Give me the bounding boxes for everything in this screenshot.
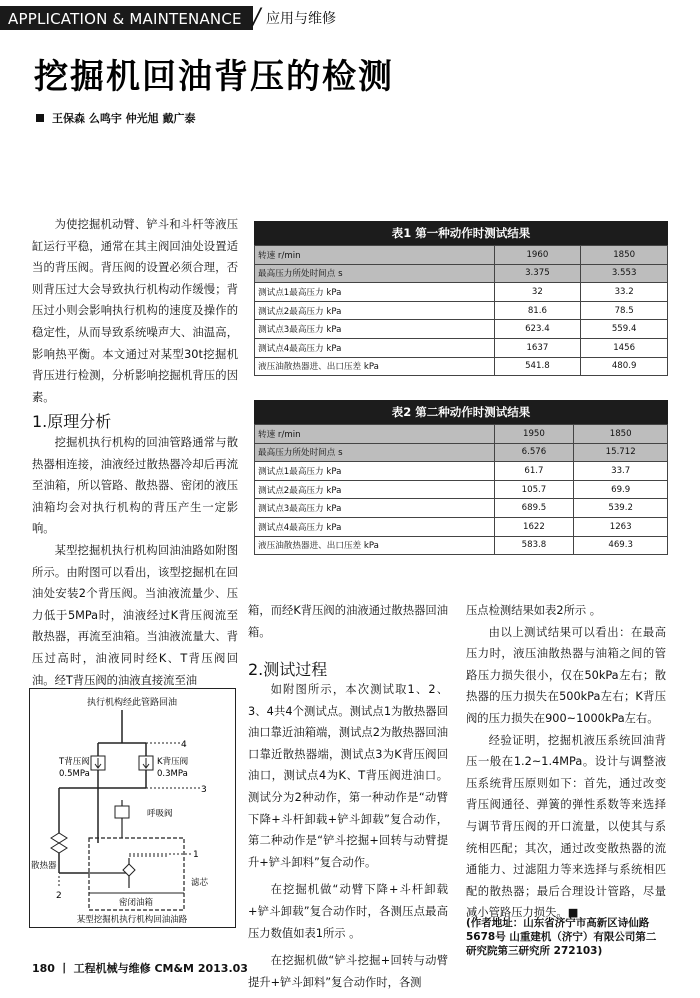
- table-row: [255, 338, 668, 357]
- table-row: [255, 499, 668, 518]
- intro-paragraph: [32, 214, 238, 408]
- table-row: [255, 443, 668, 462]
- t-valve-pressure: 0.5MPa: [59, 769, 90, 779]
- row-value-1: 6.576: [494, 443, 574, 462]
- row-value-1: 689.5: [494, 499, 574, 518]
- row-value-2: 69.9: [574, 480, 668, 499]
- radiator-label: 散热器: [31, 861, 57, 871]
- table-row: [255, 357, 668, 376]
- row-value-2: 469.3: [574, 536, 668, 555]
- row-label: 测试点1最高压力 kPa: [255, 462, 495, 481]
- row-value-2: 559.4: [581, 320, 668, 339]
- diagram-top-label: 执行机构经此管路回油: [86, 698, 178, 708]
- row-label: 测试点2最高压力 kPa: [255, 301, 495, 320]
- bullet-square-icon: [36, 114, 44, 122]
- authors: [36, 112, 196, 126]
- row-value-2: 33.7: [574, 462, 668, 481]
- row-value-1: 541.8: [494, 357, 581, 376]
- row-label: 测试点2最高压力 kPa: [255, 480, 495, 499]
- row-value-1: 105.7: [494, 480, 574, 499]
- article-title: 挖掘机回油背压的检测: [34, 57, 394, 97]
- results-p1: 由以上测试结果可以看出：在最高压力时，液压油散热器与油箱之间的管路压力损失很小，仅在50kPa左右；散热器的压力损失在500kPa左右；K背压阀的压力损失在900~1000kPa左右。: [466, 625, 666, 725]
- table2-title: 表2 第二种动作时测试结果: [254, 400, 668, 424]
- table1-title: 表1 第一种动作时测试结果: [254, 221, 668, 245]
- row-label: 液压油散热器进、出口压差 kPa: [255, 536, 495, 555]
- section1-p2: 某型挖掘机执行机构回油油路如附图所示。由附图可以看出，该型挖掘机在回油处安装2个背压阀。当油液流量少、压力低于5MPa时，油液经过K背压阀流至散热器，再流至油箱。当油液流量大、背压过高时，油液同时经K、T背压阀回油。经T背压阀的油液直接流至油: [32, 543, 238, 687]
- section2-p3-continued: 压点检测结果如表2所示 。: [466, 604, 602, 617]
- filter-label: 滤芯: [191, 878, 209, 888]
- k-valve-label: K背压阀: [157, 757, 189, 767]
- table-row: [255, 320, 668, 339]
- test-point-3: 3: [201, 785, 207, 795]
- row-label: 转速 r/min: [255, 425, 495, 444]
- row-value-2: 1456: [581, 338, 668, 357]
- test-point-4: 4: [181, 740, 187, 750]
- table-row: [255, 425, 668, 444]
- test-point-2: 2: [56, 891, 62, 901]
- row-label: 测试点3最高压力 kPa: [255, 320, 495, 339]
- author-address: (作者地址：山东省济宁市高新区诗仙路5678号 山重建机（济宁）有限公司第二研究院第三研究所 272103): [466, 917, 657, 957]
- table-row: [255, 301, 668, 320]
- row-label: 测试点1最高压力 kPa: [255, 283, 495, 302]
- row-value-1: 583.8: [494, 536, 574, 555]
- section2-body: [248, 679, 448, 993]
- table-row: [255, 462, 668, 481]
- author-names: 王保森 么鸣宇 仲光旭 戴广泰: [52, 112, 196, 125]
- row-value-2: 1850: [581, 246, 668, 265]
- row-value-2: 3.553: [581, 264, 668, 283]
- table1: [254, 221, 668, 376]
- table-row: [255, 283, 668, 302]
- k-valve-pressure: 0.3MPa: [157, 769, 188, 779]
- filter-symbol: [123, 864, 135, 876]
- row-label: 液压油散热器进、出口压差 kPa: [255, 357, 495, 376]
- row-value-2: 480.9: [581, 357, 668, 376]
- row-label: 测试点3最高压力 kPa: [255, 499, 495, 518]
- row-value-2: 78.5: [581, 301, 668, 320]
- section2-p2: 在挖掘机做“动臂下降+斗杆卸载+铲斗卸载”复合动作时，各测压点最高压力数值如表1所示 。: [248, 883, 448, 940]
- row-label: 最高压力所处时间点 s: [255, 264, 495, 283]
- row-value-2: 33.2: [581, 283, 668, 302]
- diagram-caption: 某型挖掘机执行机构回油油路: [76, 915, 188, 925]
- row-value-2: 15.712: [574, 443, 668, 462]
- row-label: 测试点4最高压力 kPa: [255, 338, 495, 357]
- results-p2: [466, 730, 666, 924]
- row-label: 转速 r/min: [255, 246, 495, 265]
- row-value-2: 1263: [574, 517, 668, 536]
- row-label: 测试点4最高压力 kPa: [255, 517, 495, 536]
- row-value-1: 1622: [494, 517, 574, 536]
- row-value-1: 623.4: [494, 320, 581, 339]
- row-value-1: 1637: [494, 338, 581, 357]
- row-value-1: 1950: [494, 425, 574, 444]
- tank-label: 密闭油箱: [118, 898, 154, 908]
- section1-body: [32, 432, 238, 691]
- table2-grid: [254, 424, 668, 555]
- section2-heading: 2.测试过程: [248, 660, 328, 679]
- section2-p1: 如附图所示，本次测试取1、2、3、4共4个测试点。测试点1为散热器回油口靠近油箱端，测试点2为散热器回油口靠近散热器端，测试点3为K背压阀回油口，测试点4为K、T背压阀进油口。测试分为2种动作，第一种动作是“动臂下降+斗杆卸载+铲斗卸载”复合动作，第二种动作是“铲斗挖掘+回转与动臂提升+铲斗卸料”复合动作。: [248, 683, 448, 869]
- t-valve-label: T背压阀: [59, 757, 90, 767]
- radiator-symbol: [51, 833, 67, 843]
- row-value-2: 1850: [574, 425, 668, 444]
- table-row: [255, 264, 668, 283]
- section-label-cn: 应用与维修: [266, 11, 336, 27]
- section1-p2-continued: 箱，而经K背压阀的油液通过散热器回油箱。: [248, 604, 448, 639]
- end-mark: ■: [567, 906, 579, 920]
- row-value-1: 32: [494, 283, 581, 302]
- table-row: [255, 536, 668, 555]
- table1-grid: [254, 245, 668, 376]
- row-value-1: 81.6: [494, 301, 581, 320]
- table-row: [255, 246, 668, 265]
- row-value-1: 61.7: [494, 462, 574, 481]
- row-value-1: 1960: [494, 246, 581, 265]
- breather-label: 呼吸阀: [147, 809, 173, 819]
- section1-heading: 1.原理分析: [32, 412, 112, 431]
- hydraulic-diagram: [29, 688, 236, 928]
- breather-symbol: [115, 806, 129, 818]
- section2-p3: 在挖掘机做“铲斗挖掘+回转与动臂提升+铲斗卸料”复合动作时，各测: [248, 954, 448, 989]
- row-value-2: 539.2: [574, 499, 668, 518]
- table2: [254, 400, 668, 555]
- table-row: [255, 517, 668, 536]
- section1-p1: 挖掘机执行机构的回油管路通常与散热器相连接，油液经过散热器冷却后再流至油箱，所以管路、散热器、密闭的液压油箱均会对执行机构的背压产生一定影响。: [32, 436, 238, 536]
- col2-continuation: [248, 600, 448, 643]
- page-footer: 180 丨 工程机械与维修 CM&M 2013.03: [32, 962, 248, 975]
- results-p2-text: 经验证明，挖掘机液压系统回油背压一般在1.2~1.4MPa。设计与调整液压系统背压原则如下：首先，通过改变背压阀通径、弹簧的弹性系数等来选择与调节背压阀的开口流量，以使其与系统相匹配；其次，通过改变散热器的流通能力、过滤阻力等来选择与系统相匹配的散热器；最后合理设计管路，尽量减小管路压力损失。: [466, 733, 666, 920]
- section-label-en: APPLICATION & MAINTENANCE: [8, 10, 242, 28]
- banner-slash: /: [253, 5, 261, 30]
- col3-body: [466, 600, 666, 924]
- table-row: [255, 480, 668, 499]
- row-value-1: 3.375: [494, 264, 581, 283]
- row-label: 最高压力所处时间点 s: [255, 443, 495, 462]
- test-point-1: 1: [193, 850, 199, 860]
- intro-text: 为使挖掘机动臂、铲斗和斗杆等液压缸运行平稳，通常在其主阀回油处设置适当的背压阀。背压阀的设置必须合理，否则背压过大会导致执行机构动作缓慢；背压过小则会影响执行机构的速度及操作的稳定性，从而导致系统噪声大、油温高，影响热平衡。本文通过对某型30t挖掘机背压进行检测，分析影响挖掘机背压的因素。: [32, 218, 238, 404]
